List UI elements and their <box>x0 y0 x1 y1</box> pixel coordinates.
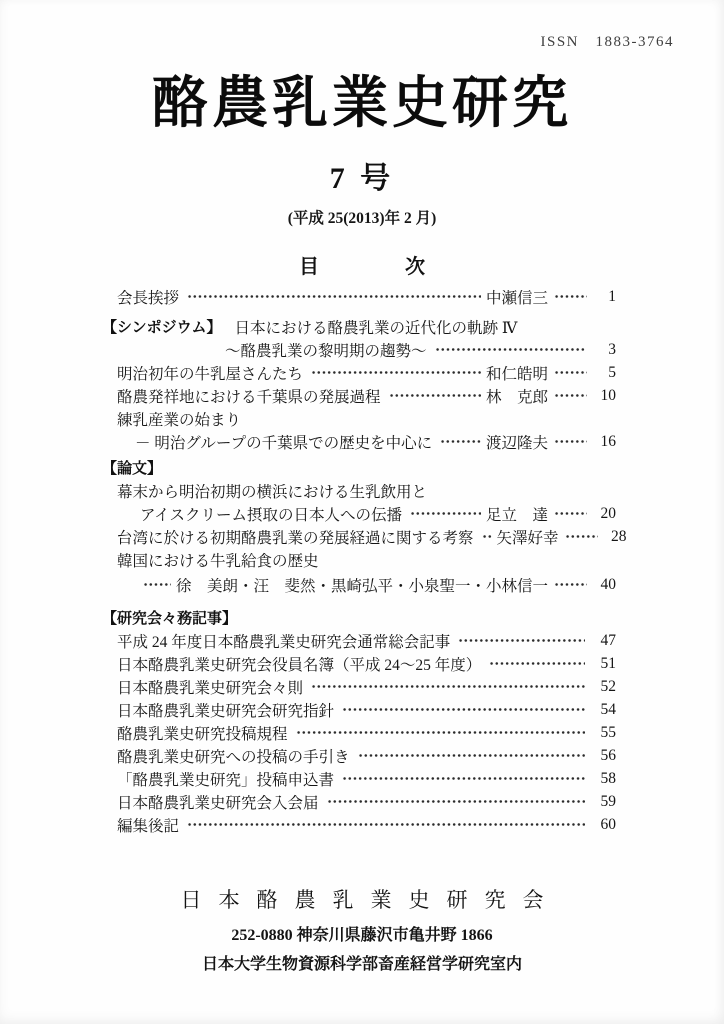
toc-entry-author: 矢澤好幸 <box>496 529 559 547</box>
toc-leader-dots-short <box>554 369 587 376</box>
toc-heading-char-2: 次 <box>405 256 425 278</box>
toc-entry-author: 和仁皓明 <box>485 365 548 383</box>
toc-leader-dots <box>440 438 481 445</box>
toc-row <box>102 285 616 308</box>
toc-entry-page: 60 <box>600 815 616 833</box>
toc-entry-page: 56 <box>600 746 616 764</box>
toc-entry-title: 日本酪農乳業史研究会入会届 <box>117 794 319 812</box>
table-of-contents <box>102 285 627 836</box>
toc-leader-dots-short <box>554 392 587 399</box>
toc-entry-page: 47 <box>600 631 616 649</box>
toc-row <box>102 790 616 813</box>
toc-row <box>102 698 616 721</box>
toc-row <box>102 675 616 698</box>
toc-entry-title: アイスクリーム摂取の日本人への伝播 <box>140 506 402 524</box>
publisher-lab: 日本大学生物資源科学部畜産経営学研究室内 <box>201 956 522 973</box>
toc-row <box>102 652 616 675</box>
toc-entry-title: 幕末から明治初期の横浜における生乳飲用と <box>117 483 428 501</box>
publisher-address: 252-0880 神奈川県藤沢市亀井野 1866 <box>231 927 493 944</box>
title-block <box>0 74 724 228</box>
toc-row <box>102 813 616 836</box>
issue-date: (平成 25(2013)年 2 月) <box>287 209 437 227</box>
toc-leader-dots <box>187 293 481 300</box>
toc-entry-title: 会長挨拶 <box>117 289 180 307</box>
toc-leader-dots <box>482 533 492 540</box>
toc-entry-page: 59 <box>600 792 616 810</box>
publisher-name: 日本酪農乳業史研究会 <box>180 888 561 912</box>
toc-entry-title: 日本における酪農乳業の近代化の軌跡 Ⅳ <box>234 319 518 337</box>
toc-entry-page: 28 <box>611 527 627 545</box>
toc-leader-dots <box>311 369 481 376</box>
toc-entry-page: 52 <box>600 677 616 695</box>
toc-leader-dots <box>458 637 585 644</box>
toc-row <box>102 767 616 790</box>
toc-leader-dots <box>489 660 585 667</box>
toc-entry-title: 酪農乳業史研究投稿規程 <box>117 725 288 743</box>
toc-entry-author: 中瀬信三 <box>485 289 548 307</box>
toc-heading-char-1: 目 <box>299 256 319 278</box>
toc-leader-dots <box>435 346 585 353</box>
toc-entry-page: 54 <box>600 700 616 718</box>
toc-entry-title: 明治初年の牛乳屋さんたち <box>117 365 304 383</box>
toc-leader-dots-short <box>554 581 587 588</box>
toc-leader-dots <box>410 510 481 517</box>
toc-leader-dots <box>187 821 585 828</box>
toc-entry-page: 1 <box>608 287 616 305</box>
toc-entry-title: 日本酪農乳業史研究会研究指針 <box>117 702 335 720</box>
toc-entry-page: 20 <box>600 504 616 522</box>
issn-number: ISSN 1883-3764 <box>540 34 674 50</box>
toc-leader-dots-short <box>565 533 598 540</box>
toc-row <box>102 721 616 744</box>
toc-entry-title: 台湾に於ける初期酪農乳業の発展経過に関する考察 <box>117 529 474 547</box>
toc-entry-title: 「酪農乳業史研究」投稿申込書 <box>117 771 335 789</box>
toc-entry-page: 40 <box>600 575 616 593</box>
toc-entry-title: 酪農乳業史研究への投稿の手引き <box>117 748 350 766</box>
toc-entry-page: 55 <box>600 723 616 741</box>
toc-row <box>102 479 616 502</box>
toc-entry-title: 〜酪農乳業の黎明期の趨勢〜 <box>225 342 427 360</box>
toc-entry-author: 渡辺隆夫 <box>485 434 548 452</box>
toc-entry-title: － 明治グループの千葉県での歴史を中心に <box>135 434 433 452</box>
toc-entry-page: 10 <box>600 386 616 404</box>
journal-title: 酪農乳業史研究 <box>152 73 572 135</box>
toc-entry-page: 5 <box>608 363 616 381</box>
toc-entry-page: 16 <box>600 432 616 450</box>
toc-row <box>102 525 627 548</box>
toc-heading <box>0 250 724 279</box>
toc-leader-dots <box>358 752 585 759</box>
toc-row <box>102 629 616 652</box>
toc-row <box>102 744 616 767</box>
toc-row <box>102 548 616 571</box>
toc-section-label: 【論文】 <box>102 460 163 477</box>
toc-leader-dots <box>342 706 585 713</box>
toc-leader-dots <box>342 775 585 782</box>
toc-row <box>102 502 616 525</box>
toc-leader-dots-short <box>554 510 587 517</box>
toc-row <box>102 430 616 453</box>
toc-entry-page: 3 <box>608 340 616 358</box>
toc-entry-title: 日本酪農乳業史研究会役員名簿（平成 24～25 年度） <box>117 656 482 674</box>
toc-entry-author: 林 克郎 <box>485 388 548 406</box>
toc-leader-dots <box>296 729 585 736</box>
toc-leader-dots-short <box>554 293 587 300</box>
toc-leader-dots <box>327 798 585 805</box>
toc-entry-author: 足立 達 <box>485 506 548 524</box>
issue-number: 7 号 <box>329 161 395 195</box>
toc-entry-title: 韓国における牛乳給食の歴史 <box>117 552 319 570</box>
toc-entry-title: 日本酪農乳業史研究会々則 <box>117 679 304 697</box>
toc-row <box>102 606 616 629</box>
toc-row <box>102 384 616 407</box>
toc-section-label: 【シンポジウム】 <box>102 319 222 336</box>
toc-entry-title: 練乳産業の始まり <box>117 411 242 429</box>
toc-leader-dots <box>143 581 171 588</box>
toc-row <box>102 338 616 361</box>
toc-section-label: 【研究会々務記事】 <box>102 610 238 627</box>
toc-entry-title: 平成 24 年度日本酪農乳業史研究会通常総会記事 <box>117 633 451 651</box>
toc-row <box>102 361 616 384</box>
toc-leader-dots <box>389 392 481 399</box>
toc-row <box>102 573 616 596</box>
toc-row <box>102 456 616 479</box>
toc-entry-page: 51 <box>600 654 616 672</box>
toc-entry-title: 酪農発祥地における千葉県の発展過程 <box>117 388 381 406</box>
toc-entry-author: 徐 美朗・汪 斐然・黒崎弘平・小泉聖一・小林信一 <box>175 577 548 595</box>
toc-leader-dots <box>311 683 585 690</box>
toc-row <box>102 407 616 430</box>
toc-leader-dots-short <box>554 438 587 445</box>
toc-entry-title: 編集後記 <box>117 817 180 835</box>
toc-row <box>102 315 616 338</box>
toc-entry-page: 58 <box>600 769 616 787</box>
